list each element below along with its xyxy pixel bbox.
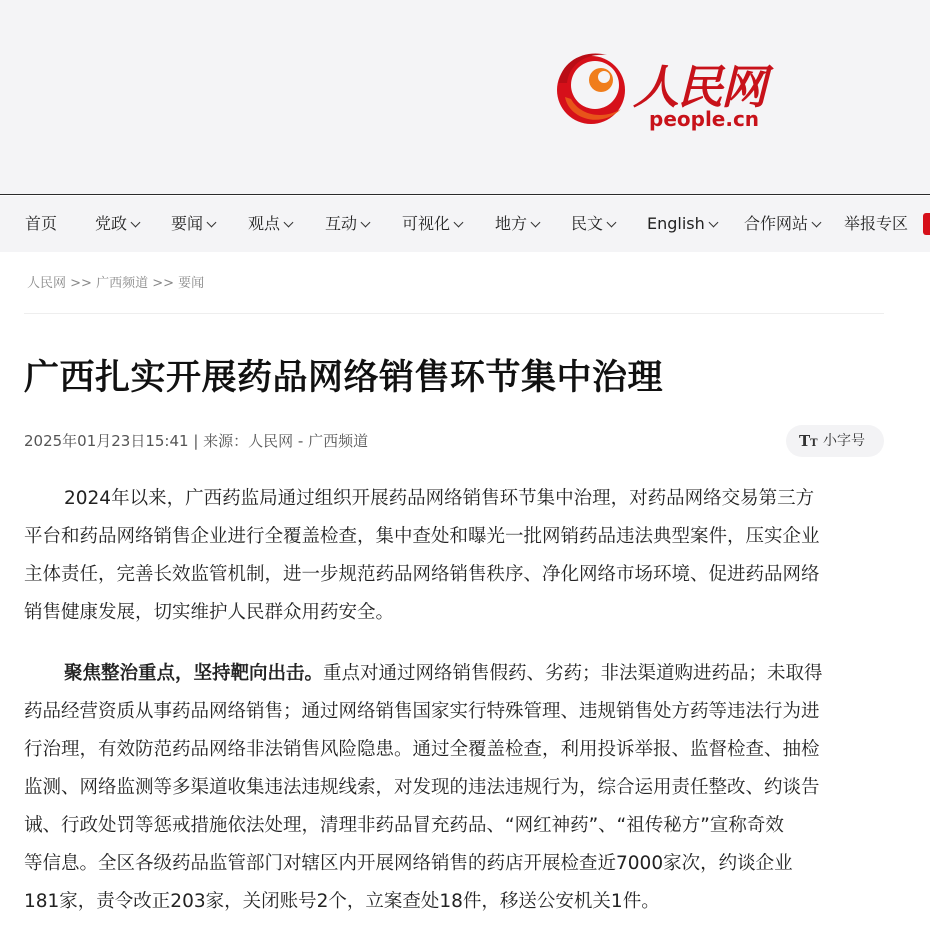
paragraph-lead-bold: 聚焦整治重点，坚持靶向出击。 bbox=[64, 663, 324, 684]
chevron-down-icon bbox=[454, 218, 464, 228]
chevron-down-icon bbox=[207, 218, 217, 228]
paragraph-line: 主体责任，完善长效监管机制，进一步规范药品网络销售秩序、净化网络市场环境、促进药品网络 bbox=[24, 564, 820, 585]
nav-item-english[interactable]: English bbox=[647, 196, 717, 252]
font-size-toggle-button[interactable] bbox=[786, 425, 884, 457]
paragraph-line: 监测、网络监测等多渠道收集违法违规线索，对发现的违法违规行为，综合运用责任整改、约谈告 bbox=[24, 777, 820, 798]
paragraph-line: 药品经营资质从事药品网络销售；通过网络销售国家实行特殊管理、违规销售处方药等违法行为进 bbox=[24, 701, 820, 722]
font-size-toggle-label: 小字号 bbox=[823, 433, 865, 449]
article-paragraph-2 bbox=[24, 655, 888, 921]
nav-item-visual[interactable]: 可视化 bbox=[402, 196, 462, 252]
logo-english-text: people.cn bbox=[649, 107, 760, 131]
chevron-down-icon bbox=[812, 218, 822, 228]
nav-item-opinion[interactable]: 观点 bbox=[248, 196, 292, 252]
chevron-down-icon bbox=[284, 218, 294, 228]
nav-item-minority-lang[interactable]: 民文 bbox=[571, 196, 615, 252]
paragraph-line: 诫、行政处罚等惩戒措施依法处理，清理非药品冒充药品、“网红神药”、“祖传秘方”宣称奇效 bbox=[24, 815, 784, 836]
article-meta: 2025年01月23日15:41 | 来源：人民网 - 广西频道 bbox=[24, 432, 369, 450]
nav-item-interaction[interactable]: 互动 bbox=[325, 196, 369, 252]
article-paragraph-1 bbox=[24, 480, 888, 632]
divider bbox=[24, 313, 884, 314]
text-size-icon: TT bbox=[799, 432, 818, 450]
breadcrumb-link-news[interactable]: 要闻 bbox=[178, 276, 205, 291]
logo-chinese-text: 人民网 bbox=[633, 60, 765, 114]
chevron-down-icon bbox=[131, 218, 141, 228]
breadcrumb-link-home[interactable]: 人民网 bbox=[27, 276, 67, 291]
chevron-down-icon bbox=[361, 218, 371, 228]
nav-item-local[interactable]: 地方 bbox=[495, 196, 539, 252]
paragraph-line: 平台和药品网络销售企业进行全覆盖检查，集中查处和曝光一批网销药品违法典型案件，压实企业 bbox=[24, 526, 820, 547]
site-header bbox=[0, 0, 930, 195]
article-title: 广西扎实开展药品网络销售环节集中治理 bbox=[24, 358, 664, 398]
paragraph-line: 销售健康发展，切实维护人民群众用药安全。 bbox=[24, 602, 395, 623]
paragraph-line: 行治理，有效防范药品网络非法销售风险隐患。通过全覆盖检查，利用投诉举报、监督检查、抽检 bbox=[24, 739, 820, 760]
breadcrumb-separator: >> bbox=[148, 276, 179, 291]
chevron-down-icon bbox=[531, 218, 541, 228]
chevron-down-icon bbox=[607, 218, 617, 228]
nav-item-news[interactable]: 要闻 bbox=[171, 196, 215, 252]
nav-item-report[interactable]: 举报专区 bbox=[844, 214, 909, 233]
breadcrumb-link-guangxi[interactable]: 广西频道 bbox=[96, 276, 149, 291]
paragraph-line: 181家，责令改正203家，关闭账号2个，立案查处18件，移送公安机关1件。 bbox=[24, 891, 660, 912]
paragraph-line: 2024年以来，广西药监局通过组织开展药品网络销售环节集中治理，对药品网络交易第三方 bbox=[64, 488, 815, 509]
paragraph-line: 等信息。全区各级药品监管部门对辖区内开展网络销售的药店开展检查近7000家次，约谈企业 bbox=[24, 853, 793, 874]
nav-overflow-badge[interactable] bbox=[923, 213, 930, 235]
breadcrumb-separator: >> bbox=[66, 276, 97, 291]
people-cn-logo[interactable] bbox=[555, 47, 775, 137]
chevron-down-icon bbox=[708, 218, 718, 228]
main-nav bbox=[0, 196, 930, 252]
logo-swirl-icon bbox=[555, 47, 635, 137]
nav-item-partner-sites[interactable]: 合作网站 bbox=[744, 196, 820, 252]
breadcrumb bbox=[27, 272, 204, 291]
nav-item-home[interactable]: 首页 bbox=[25, 214, 58, 233]
paragraph-line: 聚焦整治重点，坚持靶向出击。重点对通过网络销售假药、劣药；非法渠道购进药品；未取得 bbox=[64, 663, 823, 684]
nav-item-party-gov[interactable]: 党政 bbox=[95, 196, 139, 252]
